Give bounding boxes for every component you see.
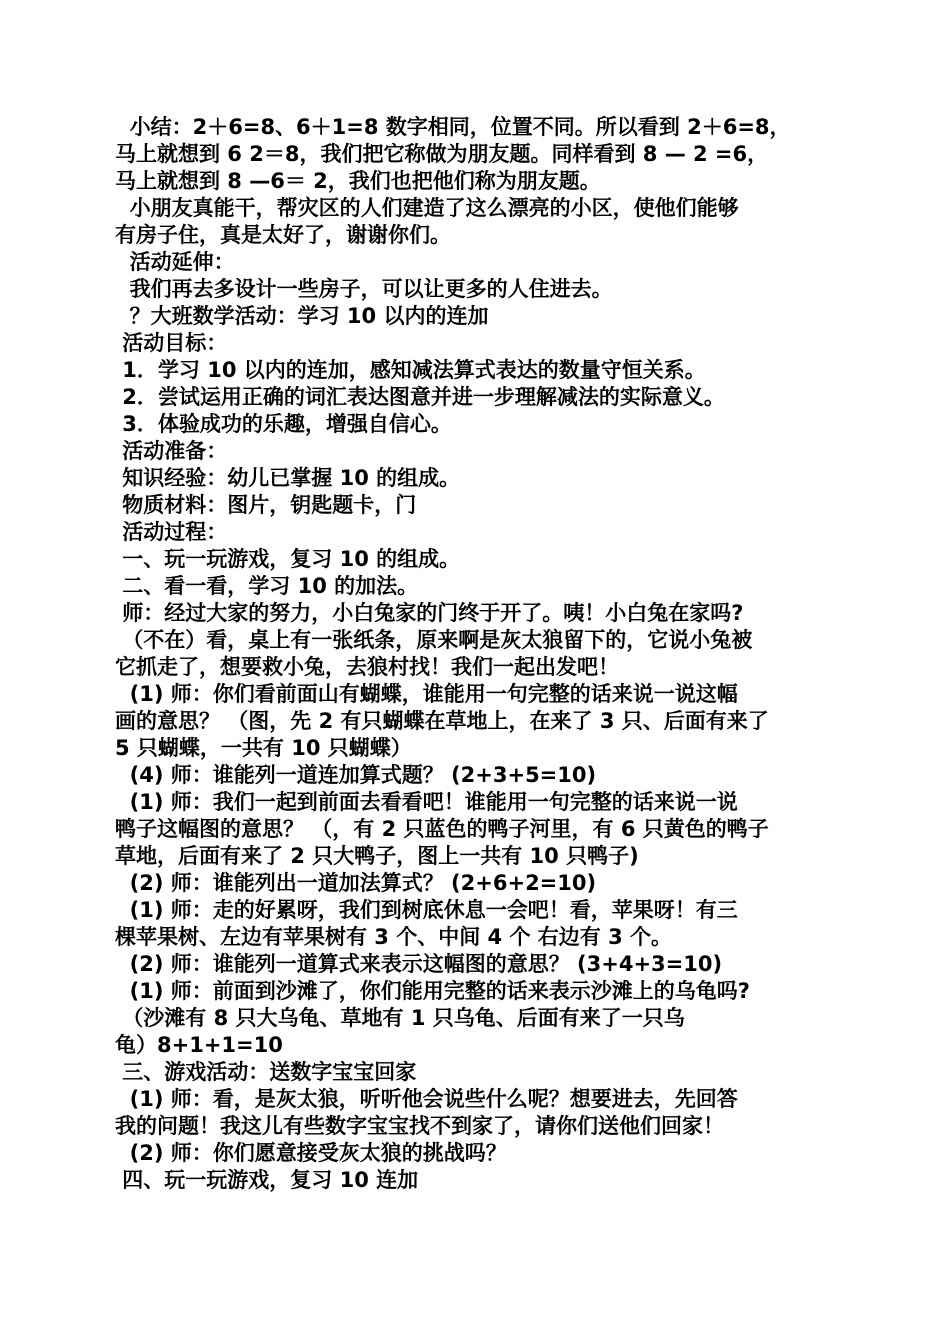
text-line: 马上就想到 8 —6＝ 2，我们也把他们称为朋友题。 <box>115 169 601 193</box>
section-heading: 活动目标： <box>115 331 228 355</box>
section-heading: 活动准备： <box>115 439 228 463</box>
text-line: (1) 师：看，是灰太狼，听听他会说些什么呢？想要进去，先回答 <box>115 1087 738 1111</box>
document-title: ？大班数学活动：学习 10 以内的连加 <box>115 304 489 328</box>
list-item: 1．学习 10 以内的连加，感知减法算式表达的数量守恒关系。 <box>115 358 706 382</box>
text-line: (1) 师：前面到沙滩了，你们能用完整的话来表示沙滩上的乌龟吗? <box>115 979 750 1003</box>
list-item: 2．尝试运用正确的词汇表达图意并进一步理解减法的实际意义。 <box>115 385 725 409</box>
text-line: 知识经验：幼儿已掌握 10 的组成。 <box>115 466 461 490</box>
text-line: (2) 师：你们愿意接受灰太狼的挑战吗？ <box>115 1141 507 1165</box>
text-line: 物质材料：图片，钥匙题卡，门 <box>115 493 417 517</box>
text-line: 我们再去多设计一些房子，可以让更多的人住进去。 <box>115 277 613 301</box>
section-heading: 活动过程： <box>115 520 228 544</box>
text-line: 棵苹果树、左边有苹果树有 3 个、中间 4 个 右边有 3 个。 <box>115 925 673 949</box>
text-line: 5 只蝴蝶，一共有 10 只蝴蝶） <box>115 736 412 760</box>
text-line: (2) 师：谁能列一道算式来表示这幅图的意思？ (3+4+3=10) <box>115 952 723 976</box>
step-heading: 二、看一看，学习 10 的加法。 <box>115 574 419 598</box>
section-heading: 活动延伸： <box>115 250 235 274</box>
list-item: 3．体验成功的乐趣，增强自信心。 <box>115 412 452 436</box>
text-line: (1) 师：你们看前面山有蝴蝶，谁能用一句完整的话来说一说这幅 <box>115 682 738 706</box>
text-line: 马上就想到 6 2＝8，我们把它称做为朋友题。同样看到 8 — 2 =6， <box>115 142 769 166</box>
text-line: 有房子住，真是太好了，谢谢你们。 <box>115 223 451 247</box>
text-line: 龟）8+1+1=10 <box>115 1033 283 1057</box>
text-line: 草地，后面有来了 2 只大鸭子，图上一共有 10 只鸭子) <box>115 844 639 868</box>
text-line: 鸭子这幅图的意思？ （，有 2 只蓝色的鸭子河里，有 6 只黄色的鸭子 <box>115 817 769 841</box>
text-line: (1) 师：我们一起到前面去看看吧！谁能用一句完整的话来说一说 <box>115 790 738 814</box>
text-line: 小结：2＋6=8、6＋1=8 数字相同，位置不同。所以看到 2＋6=8， <box>115 115 791 139</box>
text-line: 我的问题！我这儿有些数字宝宝找不到家了，请你们送他们回家！ <box>115 1114 724 1138</box>
text-line: 它抓走了，想要救小兔，去狼村找！我们一起出发吧！ <box>115 655 619 679</box>
step-heading: 四、玩一玩游戏，复习 10 连加 <box>115 1168 419 1192</box>
text-line: （沙滩有 8 只大乌龟、草地有 1 只乌龟、后面有来了一只乌 <box>115 1006 685 1030</box>
document-body <box>115 114 855 1194</box>
text-line: 师：经过大家的努力，小白兔家的门终于开了。咦！小白兔在家吗? <box>115 601 744 625</box>
text-line: (4) 师：谁能列一道连加算式题？ (2+3+5=10) <box>115 763 597 787</box>
text-line: 小朋友真能干，帮灾区的人们建造了这么漂亮的小区，使他们能够 <box>115 196 739 220</box>
text-line: （不在）看，桌上有一张纸条，原来啊是灰太狼留下的，它说小兔被 <box>115 628 753 652</box>
step-heading: 三、游戏活动：送数字宝宝回家 <box>115 1060 417 1084</box>
step-heading: 一、玩一玩游戏，复习 10 的组成。 <box>115 547 461 571</box>
text-line: (2) 师：谁能列出一道加法算式？ (2+6+2=10) <box>115 871 597 895</box>
text-line: (1) 师：走的好累呀，我们到树底休息一会吧！看，苹果呀！有三 <box>115 898 738 922</box>
text-line: 画的意思？ （图，先 2 有只蝴蝶在草地上，在来了 3 只、后面有来了 <box>115 709 769 733</box>
